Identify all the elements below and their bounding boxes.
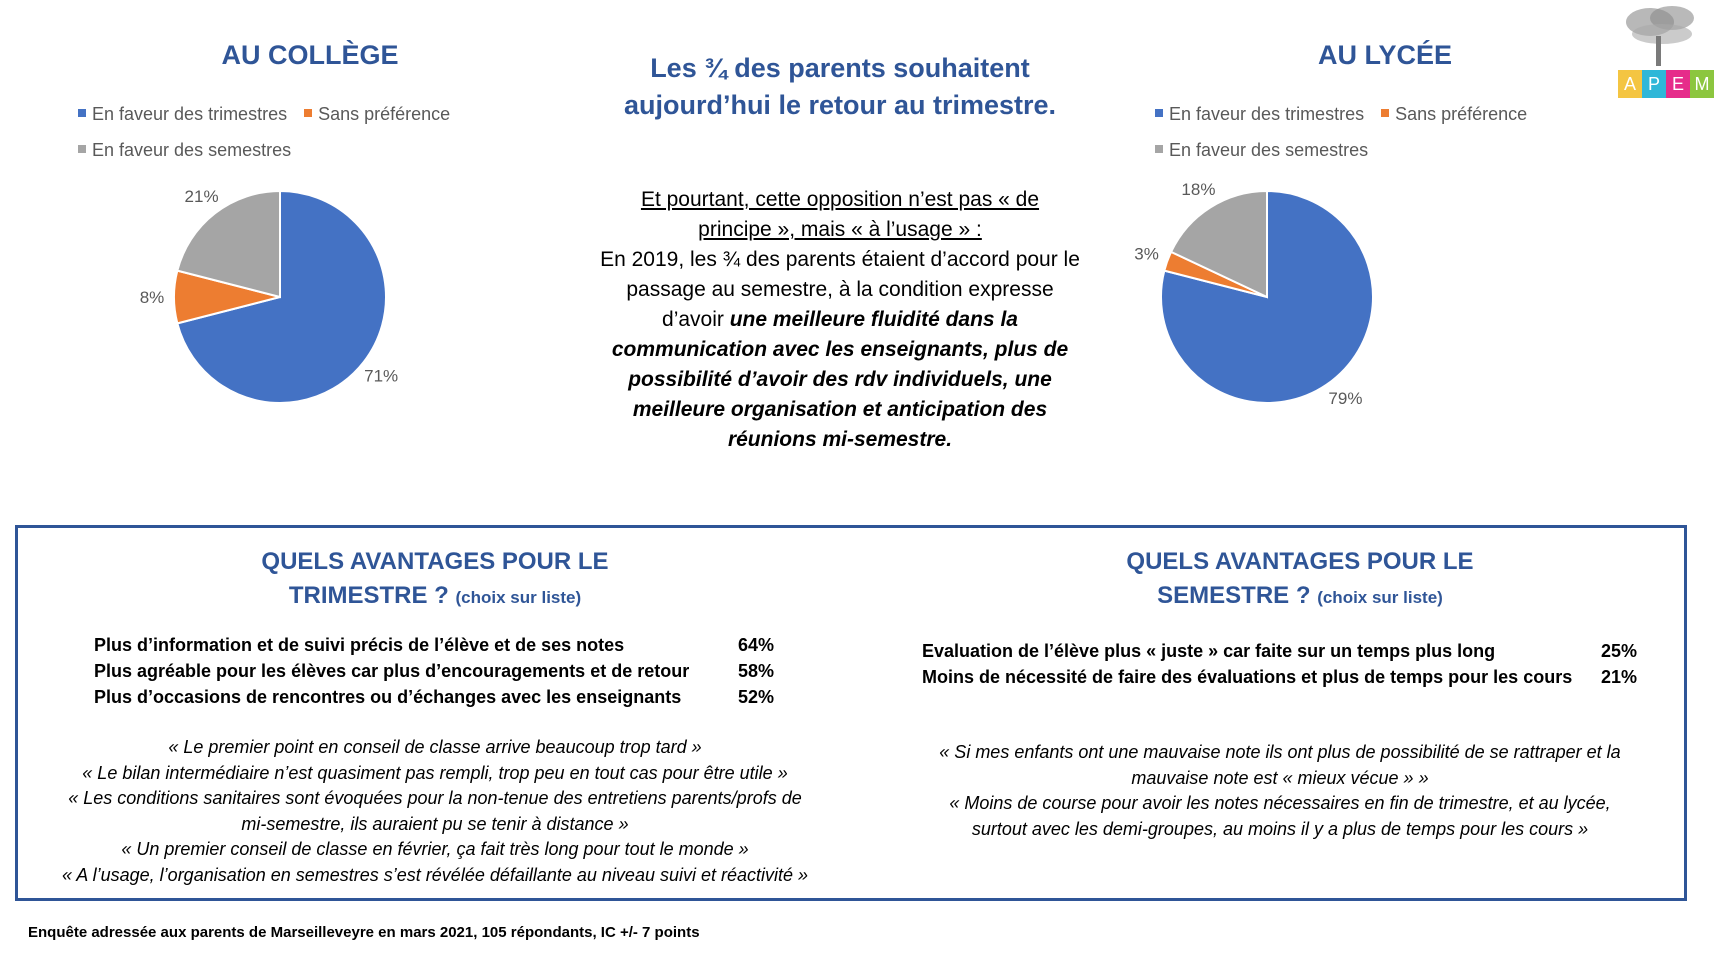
semestre-title-line-2 [1050,579,1550,615]
legend-swatch-trimestres [1155,109,1163,117]
legend-swatch-trimestres [78,109,86,117]
trimestre-title-main: TRIMESTRE ? [288,582,449,609]
quote-line: surtout avec les demi-groupes, au moins il y a plus de temps pour les cours » [971,818,1589,839]
central-line-4: passage au semestre, à la condition expresse [626,278,1054,301]
semestre-quotes [890,740,1670,842]
logo-letter-p: P [1642,70,1666,98]
central-line-5-plain: d’avoir [662,308,730,331]
headline-line-1: Les ¾ des parents souhaitent [650,53,1030,83]
trimestre-advantages-title [185,545,685,615]
advantage-label: Plus d’occasions de rencontres ou d’échanges avec les enseignants [94,687,682,707]
headline [560,50,1120,124]
advantage-value: 25% [1600,641,1637,661]
college-legend-item-trimestres [78,96,287,132]
logo-letter-e: E [1666,70,1690,98]
list-item [922,638,1637,664]
apem-logo [1610,0,1710,104]
trimestre-quotes [20,735,850,888]
pie-data-label: 3% [1134,244,1159,264]
semestre-title-line-1: QUELS AVANTAGES POUR LE [1126,548,1474,575]
advantage-label: Plus agréable pour les élèves car plus d’encouragements et de retour [94,661,690,681]
central-line-7: possibilité d’avoir des rdv individuels, une [628,368,1052,391]
semestre-title-main: SEMESTRE ? [1157,582,1311,609]
college-legend [78,96,498,168]
legend-swatch-sans-preference [304,109,312,117]
pie-data-label: 79% [1328,389,1363,409]
trimestre-title-line-2 [185,579,685,615]
legend-swatch-semestres [78,145,86,153]
lycee-chart-title: AU LYCÉE [1317,40,1453,70]
lycee-legend-item-trimestres [1155,96,1364,132]
lycee-legend-item-sans-preference [1381,96,1527,132]
central-line-3: En 2019, les ¾ des parents étaient d’accord pour le [600,248,1080,271]
legend-label: En faveur des trimestres [1169,104,1365,124]
central-line-9: réunions mi-semestre. [727,428,953,451]
college-legend-item-semestres [78,132,291,168]
central-underlined-line-2: principe », mais « à l’usage » : [698,218,982,241]
legend-label: En faveur des semestres [1169,140,1369,160]
legend-label: Sans préférence [318,104,451,124]
college-chart-title: AU COLLÈGE [221,40,399,70]
advantage-value: 52% [737,687,774,707]
central-text [560,185,1120,455]
advantage-label: Moins de nécessité de faire des évaluations et plus de temps pour les cours [922,667,1573,687]
college-pie-chart [139,186,460,460]
legend-label: En faveur des trimestres [92,104,288,124]
list-item [94,658,774,684]
advantage-value: 58% [737,661,774,681]
legend-label: En faveur des semestres [92,140,292,160]
quote-line: « Moins de course pour avoir les notes nécessaires en fin de trimestre, et au lycée, [949,793,1611,813]
trimestre-advantages-list [94,632,774,710]
pie-data-label: 8% [139,288,165,307]
lycee-legend [1155,96,1595,168]
legend-swatch-semestres [1155,145,1163,153]
legend-swatch-sans-preference [1381,109,1389,117]
advantage-label: Plus d’information et de suivi précis de l’élève et de ses notes [94,635,625,655]
list-item [94,684,774,710]
pie-data-label: 71% [364,366,399,386]
quote-line: « Le bilan intermédiaire n’est quasiment pas rempli, trop peu en tout cas pour être utile » [82,762,788,783]
list-item [922,664,1637,690]
pie-data-label: 21% [184,186,219,206]
quote-line: « Les conditions sanitaires sont évoquées pour la non-tenue des entretiens parents/profs de [68,788,802,808]
apem-letters [1618,70,1714,98]
survey-footnote: Enquête adressée aux parents de Marseilleveyre en mars 2021, 105 répondants, IC +/- 7 points [28,924,700,941]
central-line-5-bold: une meilleure fluidité dans la [729,308,1018,331]
quote-line: « Si mes enfants ont une mauvaise note ils ont plus de possibilité de se rattraper et la [939,742,1621,762]
semestre-advantages-title [1050,545,1550,615]
advantage-label: Evaluation de l’élève plus « juste » car faite sur un temps plus long [922,641,1496,661]
advantage-value: 64% [737,635,774,655]
lycee-legend-item-semestres [1155,132,1368,168]
quote-line: « Le premier point en conseil de classe arrive beaucoup trop tard » [168,737,702,757]
college-legend-item-sans-preference [304,96,450,132]
central-underlined-line-1: Et pourtant, cette opposition n’est pas « de [640,188,1040,211]
central-line-5 [560,305,1120,335]
semestre-title-note: (choix sur liste) [1317,588,1443,607]
lycee-pie-chart [1134,179,1520,460]
logo-letter-m: M [1690,70,1714,98]
quote-line: « A l’usage, l’organisation en semestres s’est révélée défaillante au niveau suivi et réactivité » [61,864,809,885]
advantage-value: 21% [1600,667,1637,687]
logo-letter-a: A [1618,70,1642,98]
pie-data-label: 18% [1181,179,1216,199]
quote-line: « Un premier conseil de classe en février, ça fait très long pour tout le monde » [121,839,749,859]
trimestre-title-note: (choix sur liste) [455,588,582,607]
list-item [94,632,774,658]
central-line-6: communication avec les enseignants, plus de [611,338,1069,361]
tree-icon [1610,0,1706,70]
central-line-8: meilleure organisation et anticipation des [632,398,1048,421]
semestre-advantages-list [922,638,1637,690]
legend-label: Sans préférence [1395,104,1528,124]
quote-line: mi-semestre, ils auraient pu se tenir à distance » [241,813,629,834]
headline-line-2: aujourd’hui le retour au trimestre. [623,90,1057,120]
trimestre-title-line-1: QUELS AVANTAGES POUR LE [261,548,609,575]
quote-line: mauvaise note est « mieux vécue » » [1131,767,1429,788]
